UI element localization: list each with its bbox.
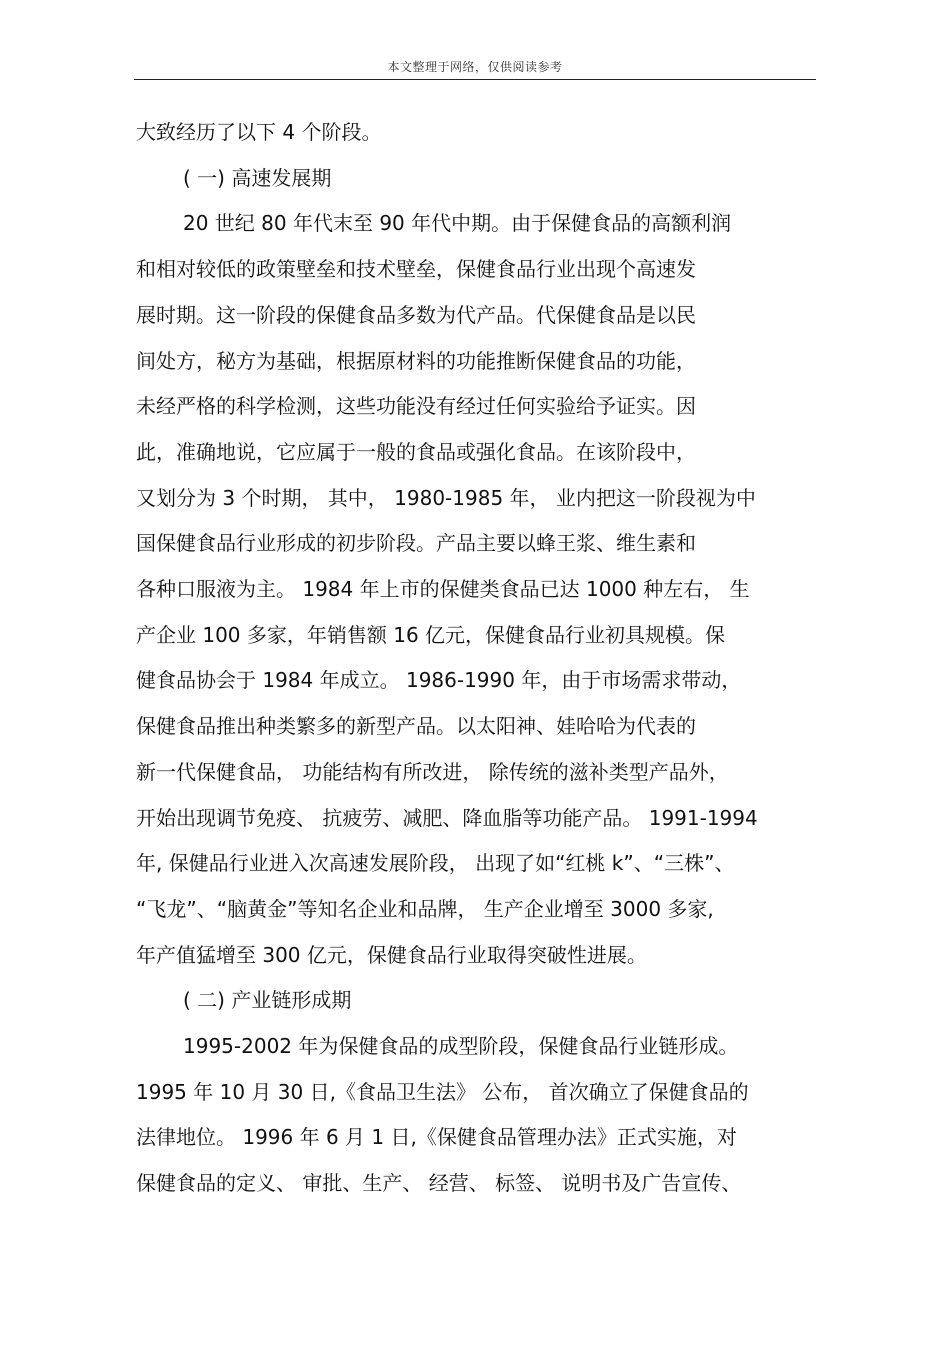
paragraph-line-indented: 20 世纪 80 年代末至 90 年代中期。由于保健食品的高额利润 <box>183 211 732 236</box>
paragraph-line-indented: ( 一) 高速发展期 <box>183 165 332 190</box>
paragraph-line: 1995 年 10 月 30 日,《食品卫生法》 公布， 首次确立了保健食品的 <box>136 1079 749 1104</box>
paragraph-line: 未经严格的科学检测，这些功能没有经过任何实验给予证实。因 <box>136 394 696 419</box>
paragraph-line: 年产值猛增至 300 亿元，保健食品行业取得突破性进展。 <box>136 942 647 967</box>
paragraph-line: 产企业 100 多家，年销售额 16 亿元，保健食品行业初具规模。保 <box>136 622 726 647</box>
paragraph-line-indented: ( 二) 产业链形成期 <box>183 988 352 1013</box>
paragraph-line: 保健食品推出种类繁多的新型产品。以太阳神、娃哈哈为代表的 <box>136 714 696 739</box>
paragraph-line: 年, 保健品行业进入次高速发展阶段， 出现了如“红桃 k”、“三株”、 <box>136 851 735 876</box>
paragraph-line: 各种口服液为主。 1984 年上市的保健类食品已达 1000 种左右， 生 <box>136 577 750 601</box>
paragraph-line: 又划分为 3 个时期， 其中， 1980-1985 年， 业内把这一阶段视为中 <box>136 485 756 510</box>
paragraph-line: 健食品协会于 1984 年成立。 1986-1990 年，由于市场需求带动， <box>136 668 742 693</box>
paragraph-line: 开始出现调节免疫、 抗疲劳、减肥、降血脂等功能产品。 1991-1994 <box>136 805 758 830</box>
paragraph-line: 国保健食品行业形成的初步阶段。产品主要以蜂王浆、维生素和 <box>136 531 696 556</box>
paragraph-line: 法律地位。 1996 年 6 月 1 日,《保健食品管理办法》正式实施，对 <box>136 1125 737 1150</box>
paragraph-line: 展时期。这一阶段的保健食品多数为代产品。代保健食品是以民 <box>136 302 696 327</box>
paragraph-line: 新一代保健食品， 功能结构有所改进， 除传统的滋补类型产品外， <box>136 759 729 784</box>
paragraph-line: 保健食品的定义、 审批、生产、 经营、 标签、 说明书及广告宣传、 <box>136 1171 742 1196</box>
paragraph-line-indented: 1995-2002 年为保健食品的成型阶段，保健食品行业链形成。 <box>183 1034 739 1058</box>
paragraph-line: 间处方，秘方为基础，根据原材料的功能推断保健食品的功能， <box>136 348 696 373</box>
header-text: 本文整理于网络，仅供阅读参考 <box>387 60 563 74</box>
paragraph-line: 和相对较低的政策壁垒和技术壁垒，保健食品行业出现个高速发 <box>136 257 696 282</box>
paragraph-line: “飞龙”、“脑黄金”等知名企业和品牌， 生产企业增至 3000 多家, <box>136 896 714 921</box>
paragraph-line: 大致经历了以下 4 个阶段。 <box>136 120 382 144</box>
paragraph-line: 此，准确地说，它应属于一般的食品或强化食品。在该阶段中， <box>136 439 696 464</box>
